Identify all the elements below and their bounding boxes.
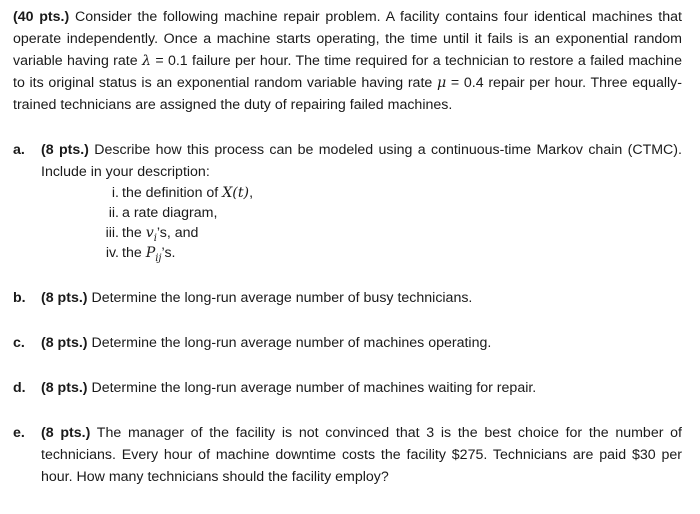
sublist-item-text: the	[122, 225, 142, 241]
part-c-label: c.	[13, 335, 25, 351]
problem-text-3: = 0.4 repair per hour. Three equally-trained technicians are assigned the duty of repairing failed machines.	[13, 75, 682, 113]
part-a-text	[41, 139, 682, 183]
v-symbol: v	[145, 225, 154, 241]
part-b-points: (8 pts.)	[41, 290, 88, 306]
part-c-points: (8 pts.)	[41, 335, 88, 351]
part-e	[13, 422, 682, 488]
problem-text-2: = 0.1 failure per hour. The time required for a technician to restore a failed machine to its original status is an exponential random variable having rate	[13, 53, 682, 91]
sublist-item-text: the definition of	[122, 185, 219, 201]
mu-symbol: μ	[436, 75, 447, 91]
problem-text-1: Consider the following machine repair problem. A facility contains four identical machines that operate independently. Once a machine starts operating, the time until it fails is an exponential random variable having rate	[13, 9, 682, 69]
sublist-item-text: a rate diagram,	[122, 205, 218, 221]
sublist-item-iv	[41, 243, 682, 263]
sublist-item-iii	[41, 223, 682, 243]
part-e-label: e.	[13, 425, 25, 441]
sublist-item-ii	[41, 203, 682, 223]
part-c-text	[41, 332, 682, 354]
part-a	[13, 139, 682, 263]
v-i-symbol	[145, 225, 157, 244]
problem-statement	[13, 6, 682, 116]
part-d-points: (8 pts.)	[41, 380, 88, 396]
part-e-points: (8 pts.)	[41, 425, 91, 441]
p-symbol: P	[145, 245, 156, 261]
lambda-symbol: λ	[141, 53, 151, 69]
part-d-description: Determine the long-run average number of machines waiting for repair.	[91, 380, 537, 396]
part-a-sublist	[41, 183, 682, 263]
part-b-description: Determine the long-run average number of busy technicians.	[91, 290, 473, 306]
part-a-points: (8 pts.)	[41, 142, 89, 158]
p-subscript: ij	[155, 252, 162, 264]
sublist-item-number: i.	[111, 185, 119, 201]
sublist-item-text: the	[122, 245, 142, 261]
part-a-label: a.	[13, 142, 25, 158]
part-d	[13, 377, 682, 399]
p-ij-symbol	[145, 245, 162, 264]
part-c-description: Determine the long-run average number of machines operating.	[91, 335, 492, 351]
part-b	[13, 287, 682, 309]
part-e-description: The manager of the facility is not convinced that 3 is the best choice for the number of technicians. Every hour of machine downtime costs the facility $275. Technicians are paid $30 per hour. How many technicians should the facility employ?	[41, 425, 683, 485]
part-c	[13, 332, 682, 354]
sublist-item-i	[41, 183, 682, 203]
x-of-t-symbol: X(t)	[222, 185, 250, 201]
sublist-item-suffix: ’s.	[161, 245, 176, 261]
part-d-label: d.	[13, 380, 26, 396]
sublist-item-suffix: ,	[249, 185, 254, 201]
part-e-text	[41, 422, 682, 488]
sublist-item-number: ii.	[108, 205, 119, 221]
part-b-label: b.	[13, 290, 26, 306]
part-a-description: Describe how this process can be modeled using a continuous-time Markov chain (CTMC). Include in your description:	[41, 142, 682, 180]
part-b-text	[41, 287, 682, 309]
part-d-text	[41, 377, 682, 399]
problem-points: (40 pts.)	[13, 9, 70, 25]
sublist-item-number: iv.	[105, 245, 119, 261]
v-subscript: i	[153, 232, 157, 244]
sublist-item-suffix: ’s, and	[156, 225, 199, 241]
sublist-item-number: iii.	[105, 225, 119, 241]
